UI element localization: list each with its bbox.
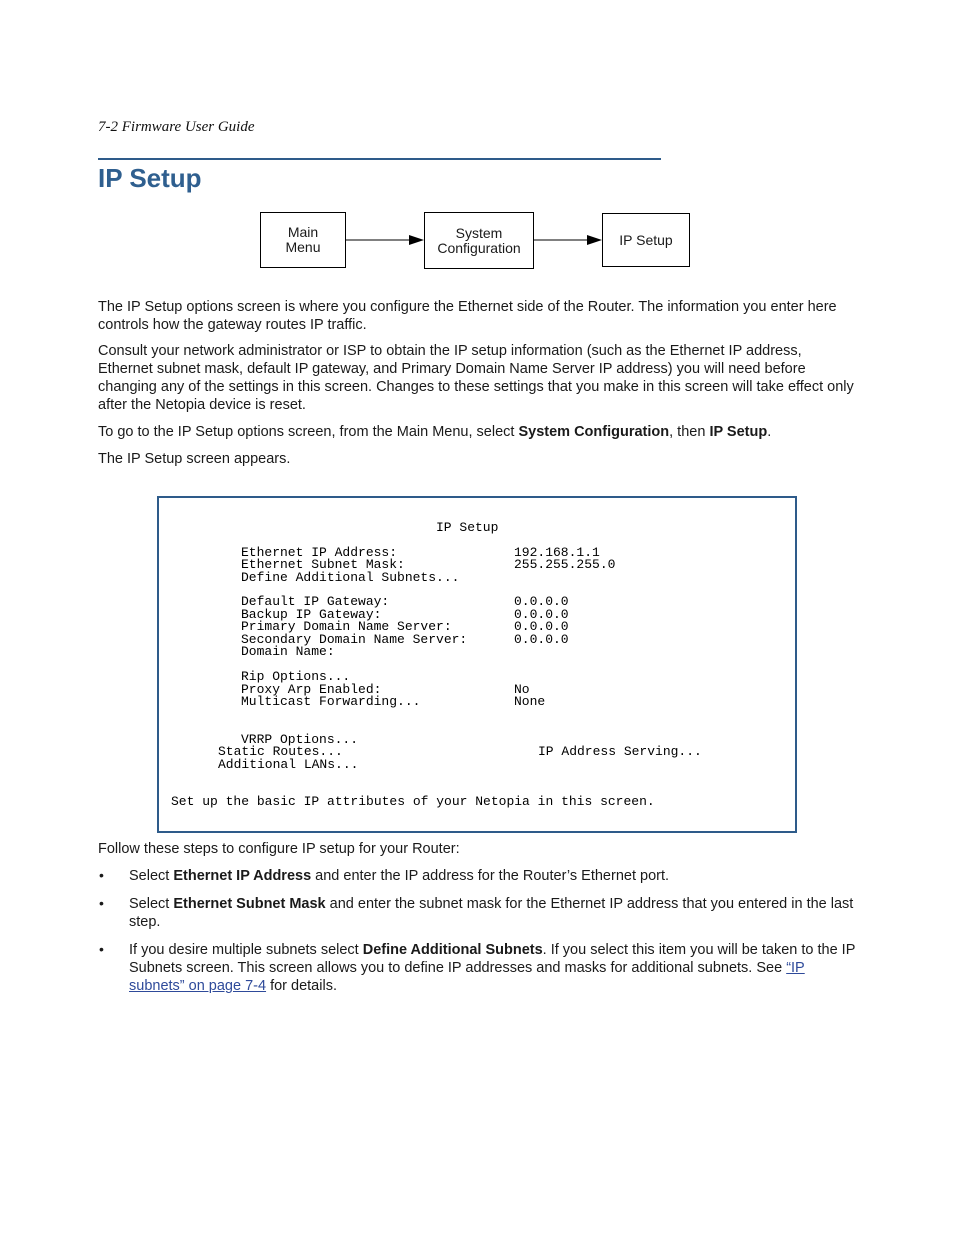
text: . — [767, 424, 772, 440]
intro-paragraph-2: Consult your network administrator or ISP to obtain the IP setup information (such as the Ethernet IP address, Ethernet subnet mask, default IP gateway, and Primary Domain Name Server IP address) you will need before changing any of the settings in this screen. Changes to these settings that you make in this screen will take effect only after the Netopia device is reset. — [98, 343, 854, 413]
multicast-value: None — [514, 694, 546, 709]
arrow-head — [409, 235, 424, 245]
primary-dns-label: Primary Domain Name Server: — [241, 619, 452, 634]
arrow-head — [587, 235, 602, 245]
screen-status-line: Set up the basic IP attributes of your Netopia in this screen. — [171, 794, 655, 809]
ip-setup-screen — [157, 496, 797, 833]
proxy-arp-value: No — [514, 682, 530, 697]
intro-paragraph-4: The IP Setup screen appears. — [98, 451, 291, 467]
bullet-dot: • — [99, 895, 104, 911]
menu-ref: Ethernet Subnet Mask — [173, 896, 326, 912]
text: If you desire multiple subnets select — [129, 942, 363, 958]
bullet-step-1 — [129, 867, 857, 885]
bullet-step-3 — [129, 941, 857, 995]
menu-ref: Define Additional Subnets — [362, 942, 543, 958]
nav-box-label: System Configuration — [437, 224, 521, 256]
static-routes-item: Static Routes... — [218, 744, 343, 759]
nav-box-label: Main Menu — [285, 224, 321, 255]
menu-ref-ip-setup: IP Setup — [709, 424, 768, 440]
nav-arrows — [0, 0, 954, 300]
subnet-mask-label: Ethernet Subnet Mask: — [241, 557, 405, 572]
bullet-step-2 — [129, 895, 857, 931]
backup-gateway-label: Backup IP Gateway: — [241, 607, 382, 622]
backup-gateway-value: 0.0.0.0 — [514, 607, 569, 622]
default-gateway-value: 0.0.0.0 — [514, 594, 569, 609]
menu-ref: Ethernet IP Address — [173, 868, 312, 884]
secondary-dns-value: 0.0.0.0 — [514, 632, 569, 647]
bullet-dot: • — [99, 941, 104, 957]
secondary-dns-label: Secondary Domain Name Server: — [241, 632, 468, 647]
running-head: 7-2 Firmware User Guide — [98, 119, 255, 135]
define-subnets-item: Define Additional Subnets... — [241, 570, 460, 585]
text: , then — [669, 424, 710, 440]
steps-intro: Follow these steps to configure IP setup for your Router: — [98, 841, 460, 857]
rip-options-item: Rip Options... — [241, 669, 351, 684]
ip-address-serving-item: IP Address Serving... — [538, 744, 702, 759]
text: To go to the IP Setup options screen, from the Main Menu, select — [98, 424, 519, 440]
menu-ref-system-configuration: System Configuration — [518, 424, 670, 440]
intro-paragraph-1: The IP Setup options screen is where you configure the Ethernet side of the Router. The information you enter here controls how the gateway routes IP traffic. — [98, 299, 837, 333]
multicast-label: Multicast Forwarding... — [241, 694, 421, 709]
bullet-dot: • — [99, 867, 104, 883]
intro-paragraph-3 — [98, 423, 858, 441]
text: for details. — [266, 978, 337, 994]
ethernet-ip-label: Ethernet IP Address: — [241, 545, 398, 560]
default-gateway-label: Default IP Gateway: — [241, 594, 390, 609]
proxy-arp-label: Proxy Arp Enabled: — [241, 682, 382, 697]
screen-title: IP Setup — [436, 520, 499, 535]
subnet-mask-value: 255.255.255.0 — [514, 557, 616, 572]
primary-dns-value: 0.0.0.0 — [514, 619, 569, 634]
additional-lans-item: Additional LANs... — [218, 757, 359, 772]
text: and enter the subnet mask for the Ethernet IP address that you entered in the last step. — [129, 896, 854, 930]
page-title: IP Setup — [98, 163, 202, 193]
domain-name-label: Domain Name: — [241, 644, 335, 659]
text: . If you select this item you will be taken to the IP Subnets screen. This screen allows you to define IP addresses and masks for additional subnets. See — [129, 942, 856, 976]
ip-subnets-link[interactable]: “IP subnets” on page 7-4 — [129, 960, 805, 994]
text: Select — [129, 868, 174, 884]
ethernet-ip-value: 192.168.1.1 — [514, 545, 600, 560]
text: Select — [129, 896, 174, 912]
nav-box-label: IP Setup — [619, 231, 673, 248]
text: and enter the IP address for the Router’s Ethernet port. — [311, 868, 670, 884]
vrrp-options-item: VRRP Options... — [241, 732, 359, 747]
